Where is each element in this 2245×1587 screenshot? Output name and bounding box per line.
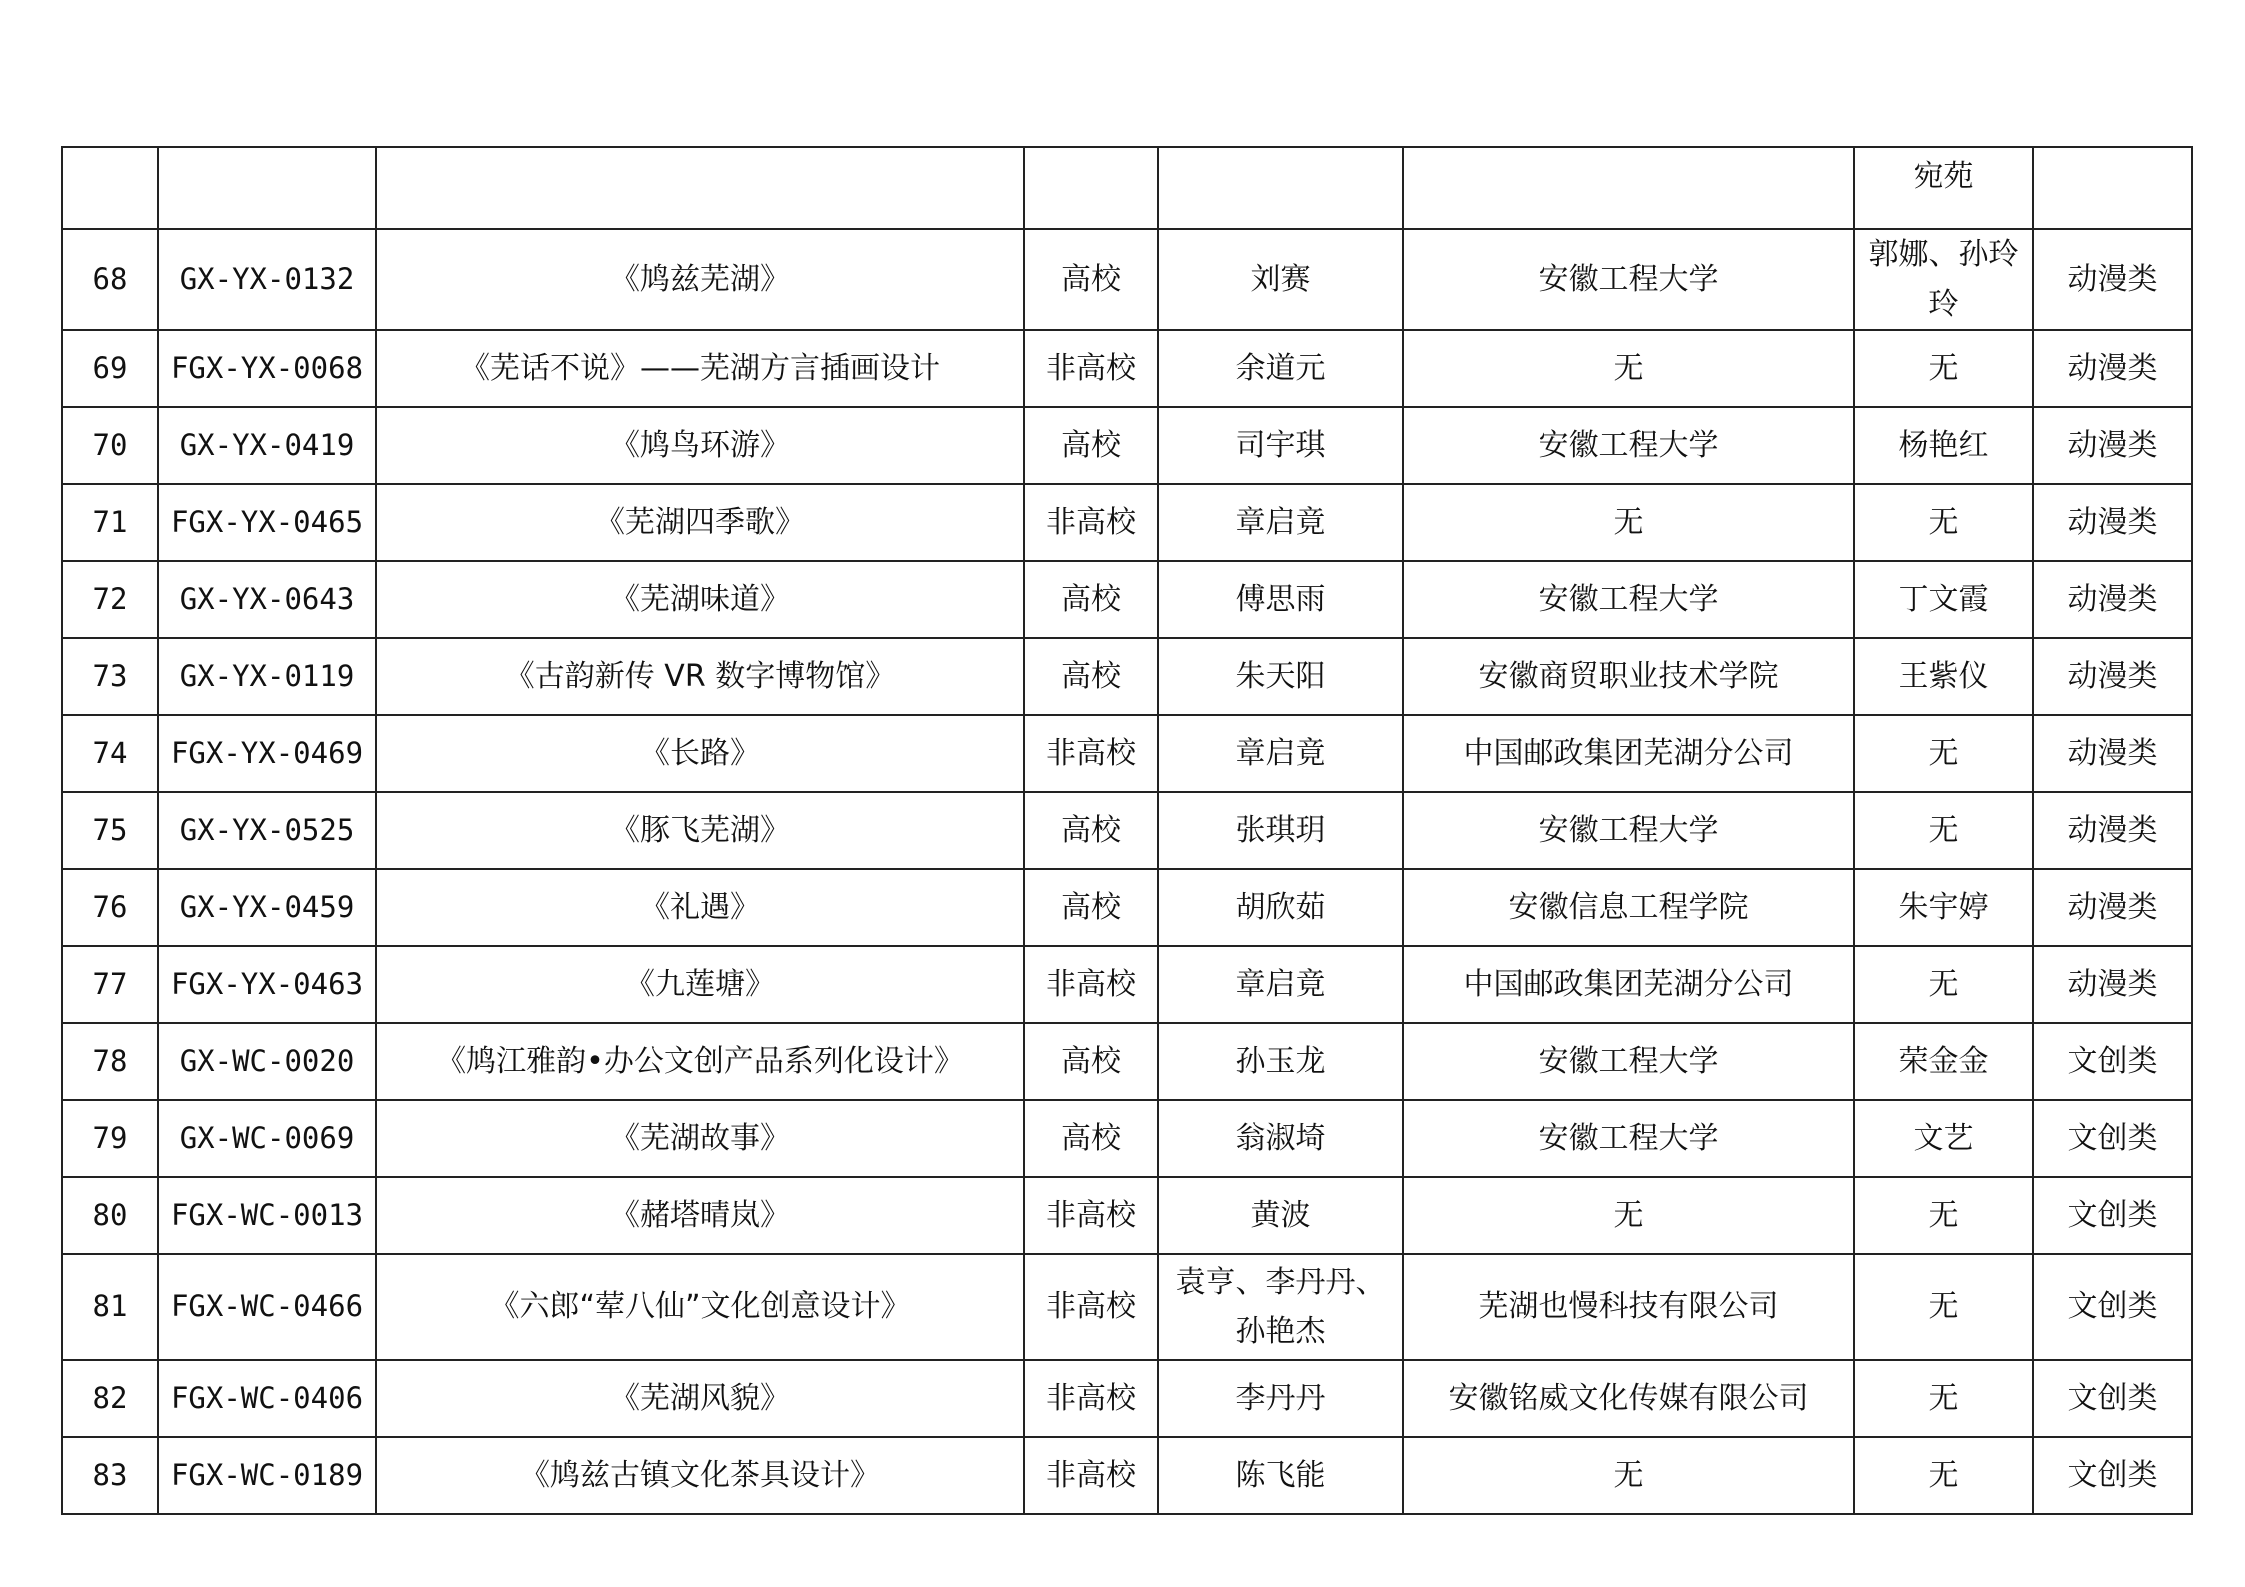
cell-advisor: 荣金金 — [1854, 1023, 2033, 1100]
cell-unit: 无 — [1403, 484, 1854, 561]
cell-category: 动漫类 — [2033, 715, 2192, 792]
cell-author: 李丹丹 — [1158, 1360, 1403, 1437]
cell-type: 高校 — [1024, 1100, 1158, 1177]
cell-advisor: 无 — [1854, 792, 2033, 869]
cell-category: 文创类 — [2033, 1177, 2192, 1254]
cell-title: 《赭塔晴岚》 — [376, 1177, 1024, 1254]
cell-author: 陈飞能 — [1158, 1437, 1403, 1514]
cell-title: 《长路》 — [376, 715, 1024, 792]
cell-type: 高校 — [1024, 869, 1158, 946]
table-row — [62, 229, 2192, 330]
cell-author — [1158, 147, 1403, 229]
cell-unit: 安徽工程大学 — [1403, 229, 1854, 330]
table-row — [62, 1360, 2192, 1437]
cell-author: 章启竟 — [1158, 484, 1403, 561]
cell-type: 非高校 — [1024, 1254, 1158, 1360]
cell-code: GX-YX-0132 — [158, 229, 376, 330]
cell-type: 高校 — [1024, 1023, 1158, 1100]
cell-type: 高校 — [1024, 638, 1158, 715]
cell-author: 袁亨、李丹丹、孙艳杰 — [1158, 1254, 1403, 1360]
cell-category: 动漫类 — [2033, 638, 2192, 715]
cell-author: 章启竟 — [1158, 715, 1403, 792]
cell-code: GX-YX-0119 — [158, 638, 376, 715]
cell-title: 《鸠江雅韵•办公文创产品系列化设计》 — [376, 1023, 1024, 1100]
table-row — [62, 407, 2192, 484]
cell-unit: 安徽铭威文化传媒有限公司 — [1403, 1360, 1854, 1437]
cell-author: 章启竟 — [1158, 946, 1403, 1023]
cell-advisor: 宛苑 — [1854, 147, 2033, 229]
cell-author: 刘赛 — [1158, 229, 1403, 330]
cell-unit — [1403, 147, 1854, 229]
cell-no: 73 — [62, 638, 158, 715]
cell-code: FGX-YX-0068 — [158, 330, 376, 407]
cell-title: 《礼遇》 — [376, 869, 1024, 946]
cell-title: 《豚飞芜湖》 — [376, 792, 1024, 869]
cell-no: 74 — [62, 715, 158, 792]
table-row — [62, 1177, 2192, 1254]
cell-author: 朱天阳 — [1158, 638, 1403, 715]
cell-title: 《鸠兹芜湖》 — [376, 229, 1024, 330]
cell-no: 81 — [62, 1254, 158, 1360]
cell-unit: 安徽信息工程学院 — [1403, 869, 1854, 946]
cell-category — [2033, 147, 2192, 229]
cell-author: 傅思雨 — [1158, 561, 1403, 638]
table-row — [62, 1254, 2192, 1360]
cell-category: 动漫类 — [2033, 792, 2192, 869]
cell-unit: 无 — [1403, 1177, 1854, 1254]
cell-no: 70 — [62, 407, 158, 484]
cell-code: FGX-YX-0469 — [158, 715, 376, 792]
cell-category: 动漫类 — [2033, 946, 2192, 1023]
cell-code: GX-WC-0069 — [158, 1100, 376, 1177]
table-row — [62, 330, 2192, 407]
cell-unit: 安徽工程大学 — [1403, 561, 1854, 638]
cell-author: 司宇琪 — [1158, 407, 1403, 484]
cell-code: FGX-WC-0189 — [158, 1437, 376, 1514]
cell-code: GX-WC-0020 — [158, 1023, 376, 1100]
cell-title: 《芜湖味道》 — [376, 561, 1024, 638]
cell-title: 《古韵新传 VR 数字博物馆》 — [376, 638, 1024, 715]
table-row — [62, 1023, 2192, 1100]
cell-category: 动漫类 — [2033, 330, 2192, 407]
cell-advisor: 无 — [1854, 1254, 2033, 1360]
cell-no: 68 — [62, 229, 158, 330]
cell-unit: 安徽工程大学 — [1403, 1023, 1854, 1100]
table-row — [62, 792, 2192, 869]
cell-category: 动漫类 — [2033, 484, 2192, 561]
cell-title: 《鸠鸟环游》 — [376, 407, 1024, 484]
cell-advisor: 无 — [1854, 1437, 2033, 1514]
cell-advisor: 文艺 — [1854, 1100, 2033, 1177]
cell-no: 77 — [62, 946, 158, 1023]
cell-type: 非高校 — [1024, 1177, 1158, 1254]
cell-code: GX-YX-0459 — [158, 869, 376, 946]
cell-type — [1024, 147, 1158, 229]
cell-code: FGX-WC-0406 — [158, 1360, 376, 1437]
cell-no: 82 — [62, 1360, 158, 1437]
cell-author: 余道元 — [1158, 330, 1403, 407]
cell-unit: 安徽工程大学 — [1403, 407, 1854, 484]
cell-category: 动漫类 — [2033, 407, 2192, 484]
table-row — [62, 946, 2192, 1023]
cell-advisor: 无 — [1854, 1360, 2033, 1437]
cell-title: 《九莲塘》 — [376, 946, 1024, 1023]
cell-no: 78 — [62, 1023, 158, 1100]
cell-no: 71 — [62, 484, 158, 561]
cell-no — [62, 147, 158, 229]
cell-advisor: 无 — [1854, 484, 2033, 561]
cell-code: GX-YX-0419 — [158, 407, 376, 484]
cell-unit: 安徽工程大学 — [1403, 1100, 1854, 1177]
cell-no: 83 — [62, 1437, 158, 1514]
cell-code: FGX-YX-0463 — [158, 946, 376, 1023]
table-row — [62, 869, 2192, 946]
cell-type: 非高校 — [1024, 484, 1158, 561]
cell-code: FGX-YX-0465 — [158, 484, 376, 561]
cell-no: 69 — [62, 330, 158, 407]
cell-advisor: 无 — [1854, 1177, 2033, 1254]
cell-no: 76 — [62, 869, 158, 946]
table-row — [62, 484, 2192, 561]
cell-title: 《芜湖故事》 — [376, 1100, 1024, 1177]
cell-title: 《芜湖风貌》 — [376, 1360, 1024, 1437]
table-row — [62, 638, 2192, 715]
cell-category: 文创类 — [2033, 1100, 2192, 1177]
cell-category: 文创类 — [2033, 1437, 2192, 1514]
cell-advisor: 丁文霞 — [1854, 561, 2033, 638]
cell-author: 张琪玥 — [1158, 792, 1403, 869]
cell-type: 高校 — [1024, 561, 1158, 638]
cell-type: 非高校 — [1024, 946, 1158, 1023]
cell-unit: 中国邮政集团芜湖分公司 — [1403, 946, 1854, 1023]
cell-unit: 安徽工程大学 — [1403, 792, 1854, 869]
cell-code: FGX-WC-0466 — [158, 1254, 376, 1360]
cell-author: 翁淑埼 — [1158, 1100, 1403, 1177]
table-row — [62, 1100, 2192, 1177]
cell-type: 非高校 — [1024, 330, 1158, 407]
cell-title: 《六郎“荤八仙”文化创意设计》 — [376, 1254, 1024, 1360]
cell-advisor: 无 — [1854, 330, 2033, 407]
cell-type: 高校 — [1024, 229, 1158, 330]
cell-title — [376, 147, 1024, 229]
cell-title: 《芜湖四季歌》 — [376, 484, 1024, 561]
cell-category: 动漫类 — [2033, 229, 2192, 330]
cell-type: 非高校 — [1024, 1360, 1158, 1437]
cell-no: 75 — [62, 792, 158, 869]
cell-code: GX-YX-0525 — [158, 792, 376, 869]
cell-title: 《鸠兹古镇文化茶具设计》 — [376, 1437, 1024, 1514]
cell-unit: 芜湖也慢科技有限公司 — [1403, 1254, 1854, 1360]
cell-author: 孙玉龙 — [1158, 1023, 1403, 1100]
cell-category: 动漫类 — [2033, 561, 2192, 638]
table-row — [62, 715, 2192, 792]
cell-advisor: 王紫仪 — [1854, 638, 2033, 715]
table-body — [62, 147, 2192, 1514]
cell-unit: 无 — [1403, 330, 1854, 407]
cell-advisor: 郭娜、孙玲玲 — [1854, 229, 2033, 330]
cell-type: 高校 — [1024, 792, 1158, 869]
cell-no: 80 — [62, 1177, 158, 1254]
cell-code: FGX-WC-0013 — [158, 1177, 376, 1254]
cell-author: 胡欣茹 — [1158, 869, 1403, 946]
works-table — [61, 146, 2193, 1515]
cell-type: 非高校 — [1024, 1437, 1158, 1514]
cell-code — [158, 147, 376, 229]
cell-type: 非高校 — [1024, 715, 1158, 792]
cell-author: 黄波 — [1158, 1177, 1403, 1254]
cell-no: 79 — [62, 1100, 158, 1177]
table-row — [62, 1437, 2192, 1514]
cell-code: GX-YX-0643 — [158, 561, 376, 638]
cell-advisor: 无 — [1854, 715, 2033, 792]
cell-unit: 无 — [1403, 1437, 1854, 1514]
table-row — [62, 147, 2192, 229]
cell-unit: 中国邮政集团芜湖分公司 — [1403, 715, 1854, 792]
table-row — [62, 561, 2192, 638]
cell-title: 《芜话不说》——芜湖方言插画设计 — [376, 330, 1024, 407]
cell-category: 动漫类 — [2033, 869, 2192, 946]
cell-category: 文创类 — [2033, 1254, 2192, 1360]
cell-advisor: 杨艳红 — [1854, 407, 2033, 484]
cell-category: 文创类 — [2033, 1023, 2192, 1100]
cell-advisor: 无 — [1854, 946, 2033, 1023]
cell-category: 文创类 — [2033, 1360, 2192, 1437]
cell-type: 高校 — [1024, 407, 1158, 484]
cell-unit: 安徽商贸职业技术学院 — [1403, 638, 1854, 715]
cell-advisor: 朱宇婷 — [1854, 869, 2033, 946]
cell-no: 72 — [62, 561, 158, 638]
